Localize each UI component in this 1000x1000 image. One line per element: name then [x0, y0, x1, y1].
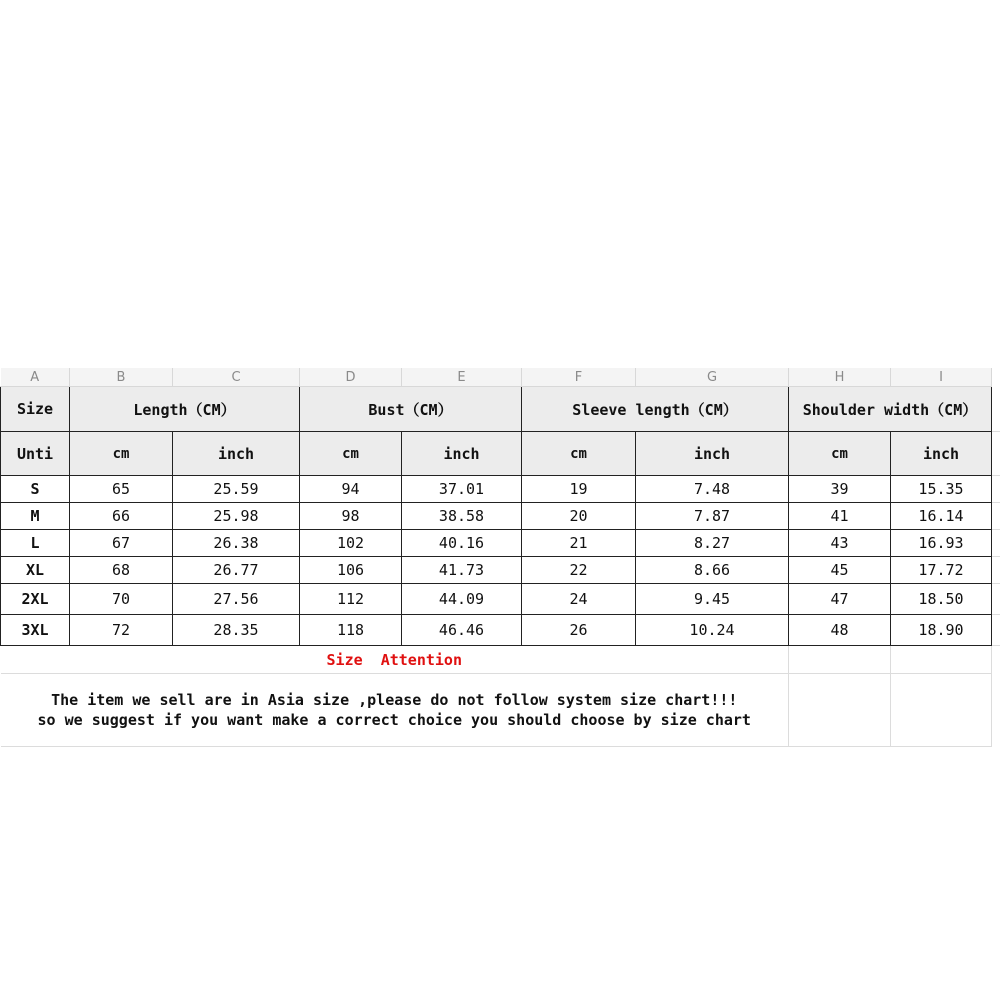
table-row [1, 584, 1000, 615]
sleeve-inch-cell[interactable]: 7.87 [636, 503, 789, 530]
empty-cell[interactable] [992, 387, 1000, 432]
note-cell[interactable] [1, 674, 789, 747]
length-cm-cell[interactable]: 66 [70, 503, 173, 530]
note-row [1, 674, 1000, 747]
bust-inch-cell[interactable]: 46.46 [402, 615, 522, 646]
empty-cell[interactable] [992, 584, 1000, 615]
column-header-a[interactable]: A [1, 368, 70, 387]
note-line-1: The item we sell are in Asia size ,please do not follow system size chart!!! [51, 691, 738, 709]
sleeve-inch-unit[interactable]: inch [636, 432, 789, 476]
column-header-overflow [992, 368, 1000, 387]
asia-size-notice [1, 690, 789, 730]
column-header-c[interactable]: C [173, 368, 300, 387]
empty-cell[interactable] [789, 674, 891, 747]
sleeve-length-header[interactable]: Sleeve length（CM） [522, 387, 789, 432]
note-line-2: so we suggest if you want make a correct choice you should choose by size chart [37, 711, 751, 729]
empty-cell[interactable] [891, 646, 992, 674]
column-header-h[interactable]: H [789, 368, 891, 387]
column-header-i[interactable]: I [891, 368, 992, 387]
bust-inch-cell[interactable]: 44.09 [402, 584, 522, 615]
unit-row [1, 432, 1000, 476]
column-header-e[interactable]: E [402, 368, 522, 387]
bust-cm-unit[interactable]: cm [300, 432, 402, 476]
table-row [1, 615, 1000, 646]
bust-cm-cell[interactable]: 118 [300, 615, 402, 646]
bust-cm-cell[interactable]: 112 [300, 584, 402, 615]
shoulder-inch-cell[interactable]: 18.90 [891, 615, 992, 646]
shoulder-cm-cell[interactable]: 45 [789, 557, 891, 584]
shoulder-inch-cell[interactable]: 17.72 [891, 557, 992, 584]
empty-cell [992, 674, 1000, 747]
shoulder-inch-cell[interactable]: 18.50 [891, 584, 992, 615]
unit-label[interactable]: Unti [1, 432, 70, 476]
shoulder-inch-cell[interactable]: 15.35 [891, 476, 992, 503]
bust-header[interactable]: Bust（CM） [300, 387, 522, 432]
size-cell[interactable]: M [1, 503, 70, 530]
table-row [1, 503, 1000, 530]
length-cm-unit[interactable]: cm [70, 432, 173, 476]
sleeve-inch-cell[interactable]: 8.27 [636, 530, 789, 557]
sleeve-cm-cell[interactable]: 20 [522, 503, 636, 530]
empty-cell[interactable] [992, 615, 1000, 646]
column-header-b[interactable]: B [70, 368, 173, 387]
length-cm-cell[interactable]: 70 [70, 584, 173, 615]
sleeve-cm-cell[interactable]: 22 [522, 557, 636, 584]
empty-cell[interactable] [789, 646, 891, 674]
length-inch-unit[interactable]: inch [173, 432, 300, 476]
bust-inch-unit[interactable]: inch [402, 432, 522, 476]
sleeve-inch-cell[interactable]: 7.48 [636, 476, 789, 503]
bust-cm-cell[interactable]: 106 [300, 557, 402, 584]
size-cell[interactable]: S [1, 476, 70, 503]
sleeve-cm-cell[interactable]: 24 [522, 584, 636, 615]
column-header-g[interactable]: G [636, 368, 789, 387]
shoulder-inch-unit[interactable]: inch [891, 432, 992, 476]
length-cm-cell[interactable]: 72 [70, 615, 173, 646]
length-cm-cell[interactable]: 67 [70, 530, 173, 557]
shoulder-cm-unit[interactable]: cm [789, 432, 891, 476]
size-cell[interactable]: XL [1, 557, 70, 584]
shoulder-cm-cell[interactable]: 43 [789, 530, 891, 557]
empty-cell[interactable] [992, 476, 1000, 503]
table-row [1, 476, 1000, 503]
length-cm-cell[interactable]: 68 [70, 557, 173, 584]
sleeve-cm-cell[interactable]: 21 [522, 530, 636, 557]
length-inch-cell[interactable]: 27.56 [173, 584, 300, 615]
shoulder-inch-cell[interactable]: 16.14 [891, 503, 992, 530]
bust-cm-cell[interactable]: 94 [300, 476, 402, 503]
bust-cm-cell[interactable]: 98 [300, 503, 402, 530]
column-header-row [1, 368, 1000, 387]
length-cm-cell[interactable]: 65 [70, 476, 173, 503]
empty-cell[interactable] [992, 530, 1000, 557]
length-inch-cell[interactable]: 26.77 [173, 557, 300, 584]
shoulder-inch-cell[interactable]: 16.93 [891, 530, 992, 557]
sleeve-cm-unit[interactable]: cm [522, 432, 636, 476]
sleeve-inch-cell[interactable]: 8.66 [636, 557, 789, 584]
size-chart-table [0, 368, 1000, 747]
bust-inch-cell[interactable]: 40.16 [402, 530, 522, 557]
empty-cell[interactable] [891, 674, 992, 747]
size-header[interactable]: Size [1, 387, 70, 432]
attention-cell[interactable] [1, 646, 789, 674]
length-inch-cell[interactable]: 28.35 [173, 615, 300, 646]
column-header-d[interactable]: D [300, 368, 402, 387]
shoulder-cm-cell[interactable]: 39 [789, 476, 891, 503]
bust-inch-cell[interactable]: 41.73 [402, 557, 522, 584]
size-cell[interactable]: 2XL [1, 584, 70, 615]
sleeve-cm-cell[interactable]: 26 [522, 615, 636, 646]
sleeve-cm-cell[interactable]: 19 [522, 476, 636, 503]
spreadsheet [0, 368, 1000, 747]
bust-cm-cell[interactable]: 102 [300, 530, 402, 557]
table-row [1, 530, 1000, 557]
empty-cell[interactable] [992, 557, 1000, 584]
length-header[interactable]: Length（CM） [70, 387, 300, 432]
length-inch-cell[interactable]: 26.38 [173, 530, 300, 557]
empty-cell[interactable] [992, 503, 1000, 530]
length-inch-cell[interactable]: 25.59 [173, 476, 300, 503]
sleeve-inch-cell[interactable]: 9.45 [636, 584, 789, 615]
size-cell[interactable]: L [1, 530, 70, 557]
attention-row [1, 646, 1000, 674]
shoulder-width-header[interactable]: Shoulder width（CM） [789, 387, 992, 432]
shoulder-cm-cell[interactable]: 41 [789, 503, 891, 530]
shoulder-cm-cell[interactable]: 47 [789, 584, 891, 615]
column-header-f[interactable]: F [522, 368, 636, 387]
sleeve-inch-cell[interactable]: 10.24 [636, 615, 789, 646]
size-cell[interactable]: 3XL [1, 615, 70, 646]
table-row [1, 557, 1000, 584]
shoulder-cm-cell[interactable]: 48 [789, 615, 891, 646]
bust-inch-cell[interactable]: 38.58 [402, 503, 522, 530]
header-row [1, 387, 1000, 432]
bust-inch-cell[interactable]: 37.01 [402, 476, 522, 503]
empty-cell[interactable] [992, 432, 1000, 476]
length-inch-cell[interactable]: 25.98 [173, 503, 300, 530]
empty-cell [992, 646, 1000, 674]
size-attention-label: Size Attention [326, 650, 462, 669]
